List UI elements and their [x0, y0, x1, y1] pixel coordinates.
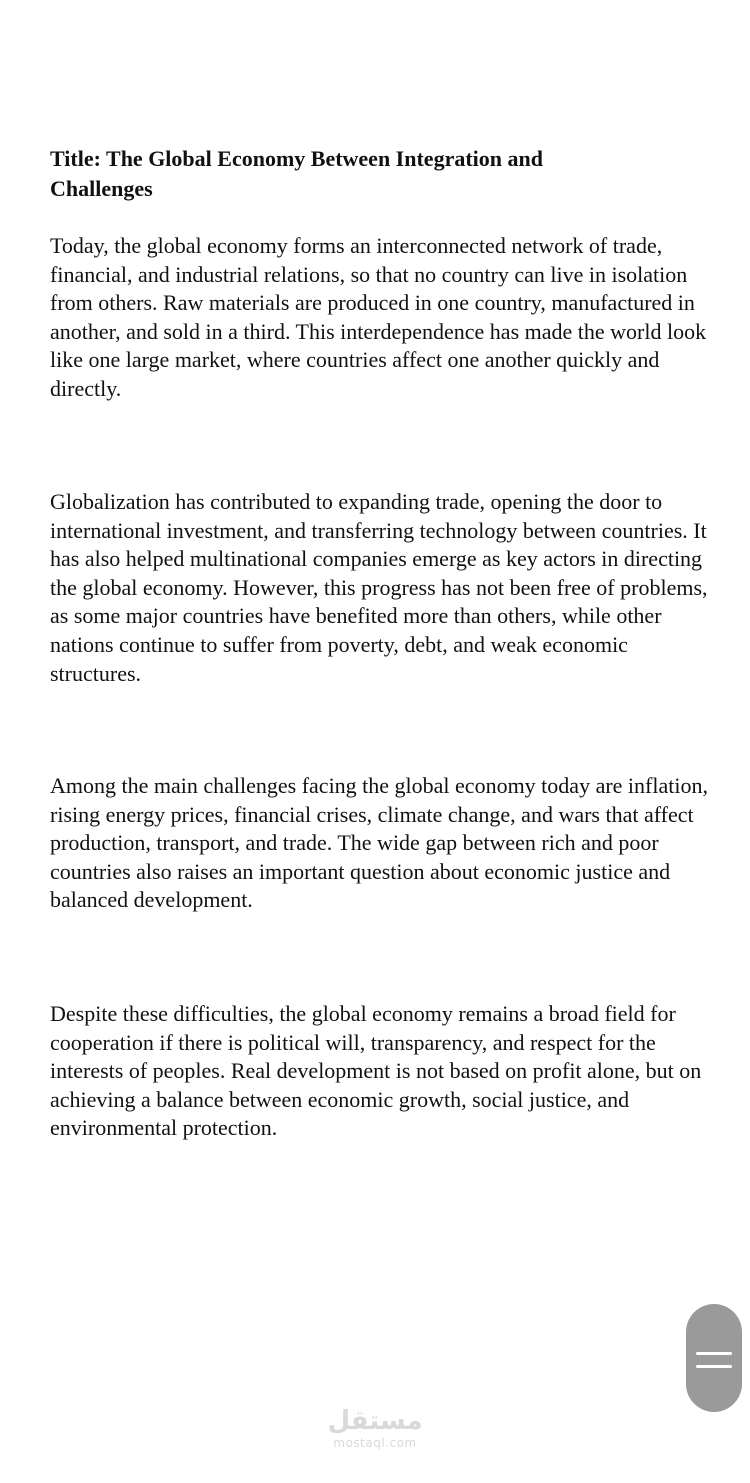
scroll-handle[interactable]	[686, 1304, 742, 1412]
document-page	[50, 144, 710, 1141]
document-title: Title: The Global Economy Between Integration and Challenges	[50, 146, 543, 201]
watermark-logo	[300, 1406, 450, 1450]
watermark-arabic: مستقل	[327, 1406, 423, 1436]
watermark-latin: mostaql.com	[333, 1436, 417, 1450]
paragraph-2: Globalization has contributed to expanding trade, opening the door to international investment, and transferring technology between countries. It has also helped multinational companies emerge as key actors in directing the global economy. However, this progress has not been free of problems, as some major countries have benefited more than others, while other nations continue to suffer from poverty, debt, and weak economic structures.	[50, 489, 708, 686]
paragraph-1: Today, the global economy forms an interconnected network of trade, financial, and industrial relations, so that no country can live in isolation from others. Raw materials are produced in one country, manufactured in another, and sold in a third. This interdependence has made the world look like one large market, where countries affect one another quickly and directly.	[50, 233, 707, 401]
paragraph-3: Among the main challenges facing the global economy today are inflation, rising energy prices, financial crises, climate change, and wars that affect production, transport, and trade. The wide gap between rich and poor countries also raises an important question about economic justice and balanced development.	[50, 773, 708, 913]
paragraph-4: Despite these difficulties, the global economy remains a broad field for cooperation if there is political will, transparency, and respect for the interests of peoples. Real development is not based on profit alone, but on achieving a balance between economic growth, social justice, and environmental protection.	[50, 1001, 702, 1141]
